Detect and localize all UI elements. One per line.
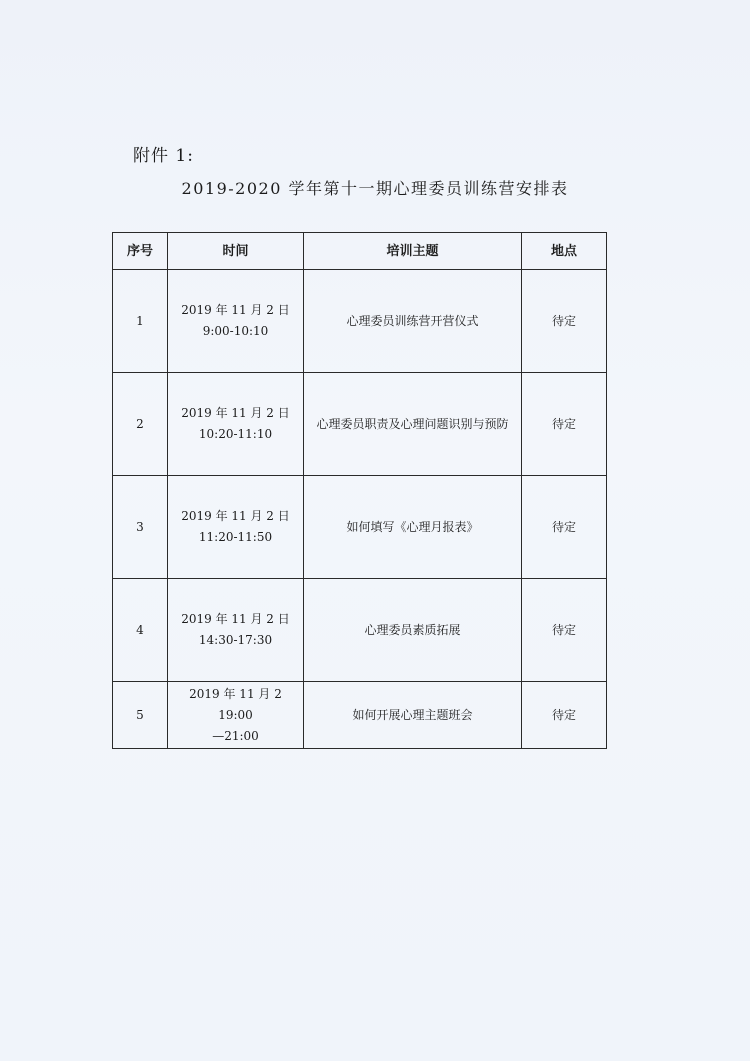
row-place: 待定 (522, 270, 607, 373)
row-topic: 如何填写《心理月报表》 (304, 476, 522, 579)
row-index: 5 (113, 682, 168, 749)
row-place: 待定 (522, 476, 607, 579)
row-place: 待定 (522, 579, 607, 682)
row-time-range: 10:20-11:10 (198, 427, 273, 441)
row-time-range: 14:30-17:30 (198, 633, 273, 647)
table-row (113, 476, 607, 579)
row-date: 2019 年 11 月 2 19:00 (189, 686, 282, 722)
header-topic: 培训主题 (304, 233, 522, 270)
document-title: 2019-2020 学年第十一期心理委员训练营安排表 (181, 179, 569, 198)
table-row (113, 270, 607, 373)
row-index: 1 (113, 270, 168, 373)
row-topic: 心理委员素质拓展 (304, 579, 522, 682)
row-time (168, 682, 304, 749)
row-date: 2019 年 11 月 2 日 (181, 612, 290, 626)
row-topic: 心理委员训练营开营仪式 (304, 270, 522, 373)
row-index: 4 (113, 579, 168, 682)
table-header-row (113, 233, 607, 270)
row-time (168, 373, 304, 476)
table-row (113, 373, 607, 476)
row-topic: 如何开展心理主题班会 (304, 682, 522, 749)
row-place: 待定 (522, 682, 607, 749)
row-time (168, 270, 304, 373)
row-date: 2019 年 11 月 2 日 (181, 406, 290, 420)
row-place: 待定 (522, 373, 607, 476)
row-time (168, 476, 304, 579)
row-topic: 心理委员职责及心理问题识别与预防 (304, 373, 522, 476)
attachment-label: 附件 1: (133, 146, 194, 166)
header-time: 时间 (168, 233, 304, 270)
row-index: 3 (113, 476, 168, 579)
table-row (113, 682, 607, 749)
row-index: 2 (113, 373, 168, 476)
header-index: 序号 (113, 233, 168, 270)
row-date: 2019 年 11 月 2 日 (181, 303, 290, 317)
schedule-table (112, 232, 607, 749)
header-place: 地点 (522, 233, 607, 270)
table-row (113, 579, 607, 682)
row-time-range: 9:00-10:10 (202, 324, 269, 338)
row-time-range: —21:00 (212, 728, 259, 743)
row-time (168, 579, 304, 682)
row-time-range: 11:20-11:50 (198, 530, 273, 544)
row-date: 2019 年 11 月 2 日 (181, 509, 290, 523)
